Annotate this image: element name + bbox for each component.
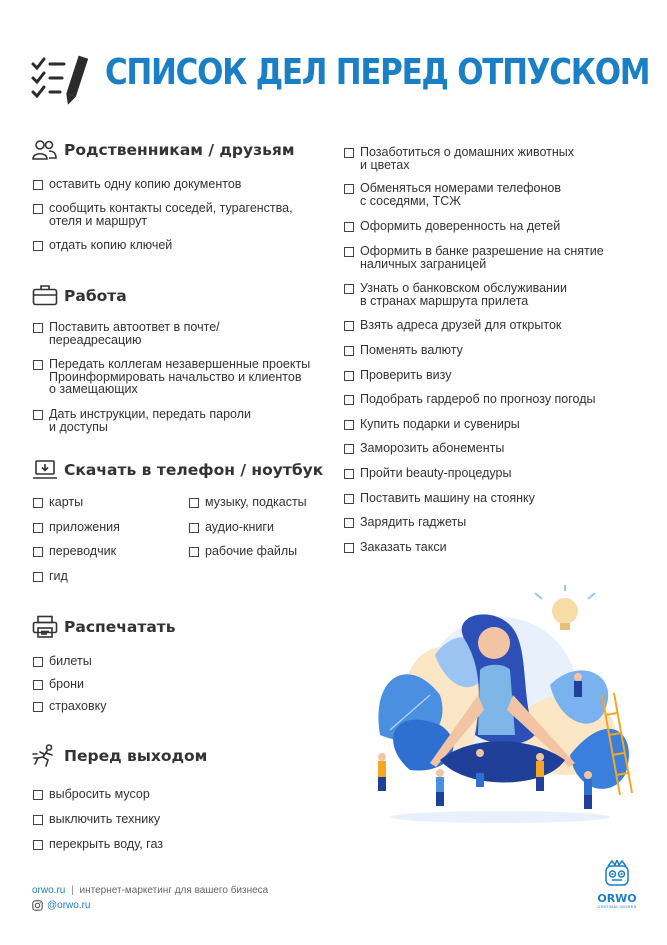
logo-name: ORWO <box>597 892 637 905</box>
checkbox[interactable] <box>33 680 43 690</box>
checklist-item[interactable]: Поставить машину на стоянку <box>344 492 535 505</box>
checkbox[interactable] <box>33 204 43 214</box>
checklist-item[interactable]: брони <box>33 678 84 691</box>
checklist-item[interactable]: Дать инструкции, передать пароли и доступы <box>33 408 251 433</box>
checkbox[interactable] <box>344 518 354 528</box>
checkbox[interactable] <box>33 547 43 557</box>
checklist-item[interactable]: карты <box>33 496 83 509</box>
checkbox[interactable] <box>344 284 354 294</box>
checklist-item[interactable]: Оформить доверенность на детей <box>344 220 560 233</box>
footer-tagline: интернет-маркетинг для вашего бизнеса <box>79 885 269 896</box>
checkbox[interactable] <box>33 572 43 582</box>
checklist-item[interactable]: билеты <box>33 655 92 668</box>
checklist-item[interactable]: аудио-книги <box>189 521 274 534</box>
instagram-line[interactable] <box>32 900 91 911</box>
checklist-item[interactable]: Купить подарки и сувениры <box>344 418 520 431</box>
checkbox[interactable] <box>344 371 354 381</box>
checkbox[interactable] <box>33 360 43 370</box>
checkbox[interactable] <box>189 547 199 557</box>
briefcase-icon <box>32 284 58 306</box>
checklist-item[interactable]: сообщить контакты соседей, турагенства, отеля и маршрут <box>33 202 293 227</box>
checkbox[interactable] <box>344 247 354 257</box>
checkbox[interactable] <box>344 494 354 504</box>
checklist-item[interactable]: приложения <box>33 521 120 534</box>
logo-subtitle: ORIGINAL WORKS <box>597 904 637 909</box>
checkbox[interactable] <box>33 790 43 800</box>
footer-line <box>32 885 268 896</box>
checkbox[interactable] <box>189 498 199 508</box>
meditation-illustration <box>370 585 640 835</box>
footer-separator: | <box>71 885 74 896</box>
checkbox[interactable] <box>344 444 354 454</box>
checklist-item[interactable]: Заморозить абонементы <box>344 442 504 455</box>
checklist-item[interactable]: Проверить визу <box>344 369 451 382</box>
checklist-item[interactable]: выбросить мусор <box>33 788 150 801</box>
checkbox[interactable] <box>33 410 43 420</box>
checklist-item[interactable]: переводчик <box>33 545 116 558</box>
checkbox[interactable] <box>33 241 43 251</box>
checkbox[interactable] <box>33 702 43 712</box>
checklist-item[interactable]: выключить технику <box>33 813 160 826</box>
checkbox[interactable] <box>189 523 199 533</box>
lightbulb-icon <box>535 585 595 630</box>
checklist-item[interactable]: Передать коллегам незавершенные проекты Проинформировать начальство и клиентов о замещающих <box>33 358 310 396</box>
checklist-item[interactable]: рабочие файлы <box>189 545 297 558</box>
checkbox[interactable] <box>33 498 43 508</box>
running-person-icon <box>32 744 58 768</box>
checkbox[interactable] <box>344 346 354 356</box>
checklist-item[interactable]: Обменяться номерами телефонов с соседями, ТСЖ <box>344 182 561 207</box>
section-title-before-exit: Перед выходом <box>64 747 208 765</box>
section-title-relatives: Родственникам / друзьям <box>64 141 295 159</box>
people-icon <box>32 139 58 161</box>
checklist-item[interactable]: отдать копию ключей <box>33 239 172 252</box>
checklist-item[interactable]: Подобрать гардероб по прогнозу погоды <box>344 393 596 406</box>
site-link[interactable]: orwo.ru <box>32 885 66 896</box>
orwo-logo[interactable] <box>593 860 641 910</box>
checkbox[interactable] <box>344 395 354 405</box>
checkbox[interactable] <box>33 323 43 333</box>
robot-logo-icon <box>600 860 634 888</box>
checklist-item[interactable]: Заказать такси <box>344 541 447 554</box>
checkbox[interactable] <box>344 148 354 158</box>
checklist-item[interactable]: оставить одну копию документов <box>33 178 241 191</box>
checklist-item[interactable]: Зарядить гаджеты <box>344 516 466 529</box>
checklist-item[interactable]: Поменять валюту <box>344 344 463 357</box>
checklist-item[interactable]: Пройти beauty-процедуры <box>344 467 511 480</box>
checkbox[interactable] <box>344 222 354 232</box>
instagram-icon <box>32 900 43 911</box>
checkbox[interactable] <box>33 180 43 190</box>
section-title-work: Работа <box>64 287 127 305</box>
checklist-item[interactable]: Узнать о банковском обслуживании в странах маршрута прилета <box>344 282 567 307</box>
laptop-download-icon <box>32 459 58 481</box>
checkbox[interactable] <box>33 523 43 533</box>
checklist-item[interactable]: Оформить в банке разрешение на снятие наличных заграницей <box>344 245 604 270</box>
printer-icon <box>32 615 58 639</box>
section-title-download: Скачать в телефон / ноутбук <box>64 461 324 479</box>
checklist-item[interactable]: Взять адреса друзей для открыток <box>344 319 561 332</box>
checkbox[interactable] <box>344 543 354 553</box>
page-title: СПИСОК ДЕЛ ПЕРЕД ОТПУСКОМ <box>105 52 650 93</box>
checkbox[interactable] <box>33 840 43 850</box>
checkbox[interactable] <box>33 657 43 667</box>
instagram-handle[interactable]: @orwo.ru <box>47 900 91 911</box>
checklist-pen-icon <box>30 50 90 110</box>
checklist-item[interactable]: страховку <box>33 700 106 713</box>
checklist-item[interactable]: Позаботиться о домашних животных и цветах <box>344 146 574 171</box>
checkbox[interactable] <box>33 815 43 825</box>
checkbox[interactable] <box>344 469 354 479</box>
checklist-item[interactable]: гид <box>33 570 68 583</box>
checkbox[interactable] <box>344 420 354 430</box>
checklist-item[interactable]: Поставить автоответ в почте/ переадресацию <box>33 321 220 346</box>
checklist-item[interactable]: музыку, подкасты <box>189 496 307 509</box>
section-title-print: Распечатать <box>64 618 176 636</box>
checkbox[interactable] <box>344 321 354 331</box>
checkbox[interactable] <box>344 184 354 194</box>
checklist-item[interactable]: перекрыть воду, газ <box>33 838 163 851</box>
